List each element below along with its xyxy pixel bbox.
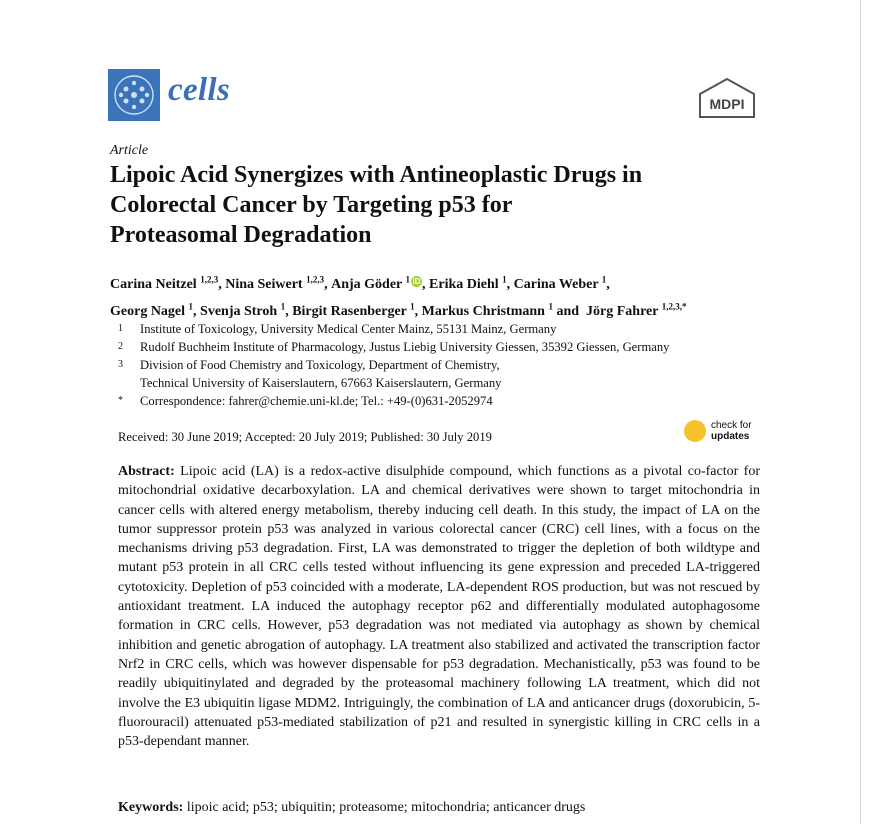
author[interactable]: Svenja Stroh $^1$, bbox=[200, 301, 293, 320]
affiliation-mark: 1 bbox=[118, 323, 123, 334]
abstract-label: Abstract: bbox=[118, 464, 175, 479]
title-line: Proteasomal Degradation bbox=[110, 222, 372, 248]
orcid-icon[interactable]: iD bbox=[412, 276, 421, 286]
affiliations bbox=[118, 320, 818, 410]
affiliation-text: Technical University of Kaiserslautern, 67663 Kaiserslautern, Germany bbox=[140, 376, 502, 390]
author[interactable]: Carina Neitzel $^{1,2,3}$, bbox=[110, 274, 226, 292]
title-line: Colorectal Cancer by Targeting p53 for bbox=[110, 192, 513, 218]
publisher-name: MDPI bbox=[709, 96, 745, 112]
author[interactable]: Jörg Fahrer $^{1,2,3,*}$ bbox=[586, 301, 687, 320]
author[interactable]: Birgit Rasenberger $^1$, bbox=[292, 301, 422, 320]
affiliation bbox=[118, 320, 818, 338]
title-line: Lipoic Acid Synergizes with Antineoplastic Drugs in bbox=[110, 162, 643, 188]
article-type: Article bbox=[110, 143, 149, 158]
cells-logo-icon bbox=[108, 69, 160, 121]
journal-name: cells bbox=[168, 72, 230, 108]
check-for-updates-button[interactable] bbox=[684, 420, 752, 442]
author[interactable]: Carina Weber $^1$, bbox=[513, 274, 610, 292]
check-updates-line1: check for bbox=[711, 420, 752, 431]
affiliation-mark: * bbox=[118, 395, 123, 406]
affiliation-text: Division of Food Chemistry and Toxicology, Department of Chemistry, bbox=[140, 358, 500, 372]
author-line-1 bbox=[110, 268, 810, 296]
mdpi-logo bbox=[696, 78, 758, 118]
affiliation-mark: 3 bbox=[118, 359, 123, 370]
author[interactable]: Erika Diehl $^1$, bbox=[429, 274, 514, 292]
affiliation-text: Institute of Toxicology, University Medical Center Mainz, 55131 Mainz, Germany bbox=[140, 322, 557, 336]
check-updates-line2: updates bbox=[711, 431, 750, 442]
affiliation-mark: 2 bbox=[118, 341, 123, 352]
author[interactable]: Nina Seiwert $^{1,2,3}$, bbox=[225, 274, 332, 292]
author[interactable]: Georg Nagel $^1$, bbox=[110, 301, 201, 320]
abstract-text: Lipoic acid (LA) is a redox-active disulphide compound, which functions as a pivotal co-factor for mitochondrial oxidative decarboxylation. LA and chemical derivatives were shown to target mitochondria in cancer cells with altered energy metabolism, thereby inducing cell death. In this study, the impact of LA on the tumor suppressor protein p53 was analyzed in various colorectal cancer (CRC) cell lines, with a focus on the mechanisms driving p53 degradation. First, LA was demonstrated to trigger the depletion of both wildtype and mutant p53 protein in all CRC cells tested without influencing its gene expression and preceded LA-triggered cytotoxicity. Depletion of p53 coincided with a moderate, LA-dependent ROS production, but was not rescued by antioxidant treatment. LA induced the autophagy receptor p62 and differentially modulated autophagosome formation in CRC cells. However, p53 degradation was not mediated via autophagy as shown by chemical inhibition and genetic abrogation of autophagy. LA treatment also stabilized and activated the transcription factor Nrf2 in CRC cells, which was however dispensable for p53 degradation. Mechanistically, p53 was found to be readily ubiquitinylated and degraded by the proteasomal machinery following LA treatment, which did not involve the E3 ubiquitin ligase MDM2. Intriguingly, the combination of LA and anticancer drugs (doxorubicin, 5-fluorouracil) attenuated p53-mediated stabilization of p21 and resulted in synergistic killing in CRC cells in a p53-dependant manner. bbox=[118, 464, 760, 750]
page-edge-rule bbox=[860, 0, 861, 824]
check-updates-icon bbox=[684, 420, 706, 442]
keywords bbox=[118, 800, 585, 816]
keywords-label: Keywords: bbox=[118, 800, 184, 815]
publication-dates: Received: 30 June 2019; Accepted: 20 July 2019; Published: 30 July 2019 bbox=[118, 430, 492, 444]
affiliation-text: Rudolf Buchheim Institute of Pharmacology, Justus Liebig University Giessen, 35392 Giessen, Germany bbox=[140, 340, 670, 354]
correspondence-text[interactable]: Correspondence: fahrer@chemie.uni-kl.de; Tel.: +49-(0)631-2052974 bbox=[140, 394, 493, 408]
author[interactable]: Anja Göder $^1$ iD , bbox=[331, 274, 430, 292]
abstract bbox=[118, 462, 760, 751]
keywords-text: lipoic acid; p53; ubiquitin; proteasome; mitochondria; anticancer drugs bbox=[186, 800, 586, 815]
article-title bbox=[110, 160, 790, 250]
affiliation bbox=[118, 356, 818, 392]
author-list bbox=[110, 268, 810, 323]
author[interactable]: Markus Christmann $^1$ and bbox=[421, 301, 583, 320]
affiliation bbox=[118, 338, 818, 356]
correspondence bbox=[118, 392, 818, 410]
